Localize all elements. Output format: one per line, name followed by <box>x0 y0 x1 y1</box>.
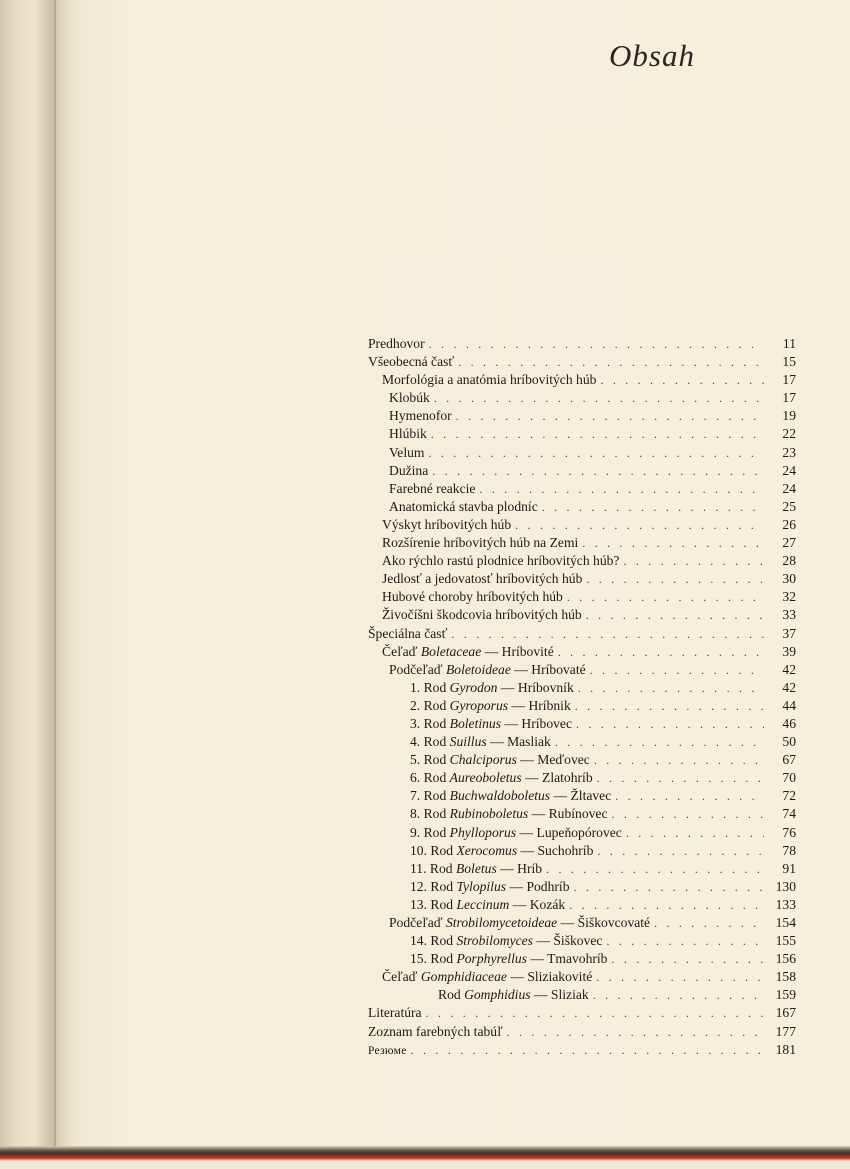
toc-entry <box>368 896 796 914</box>
toc-page-number: 158 <box>775 969 796 985</box>
toc-entry-label: Jedlosť a jedovatosť hríbovitých húb <box>382 571 583 587</box>
toc-page-number: 159 <box>775 987 796 1003</box>
toc-entry <box>368 715 796 733</box>
toc-entry <box>368 353 796 371</box>
toc-entry-prefix: Podčeľaď <box>389 915 446 930</box>
toc-entry-common-name: — Podhríb <box>506 878 570 894</box>
book-bottom-edge <box>0 1146 850 1169</box>
toc-entry-prefix: 6. Rod <box>410 770 450 786</box>
toc-entry-prefix: 4. Rod <box>410 734 450 750</box>
toc-entry-label: Ako rýchlo rastú plodnice hríbovitých húb? <box>382 553 620 569</box>
toc-entry-common-name: — Rubínovec <box>528 806 608 822</box>
toc-entry <box>368 1023 796 1041</box>
toc-entry <box>368 751 796 769</box>
toc-entry-latin-name: Gyroporus <box>449 697 509 713</box>
toc-entry <box>368 570 796 588</box>
toc-entry-label <box>410 842 593 860</box>
toc-entry-label: Dužina <box>389 462 429 478</box>
toc-entry <box>368 968 796 986</box>
toc-entry-label: Hlúbik <box>389 426 427 442</box>
toc-entry-latin-name: Tylopilus <box>456 878 507 894</box>
toc-page-number: 181 <box>775 1041 796 1057</box>
toc-entry-common-name: — Hríbnik <box>508 697 571 713</box>
toc-dot-leader <box>586 606 764 624</box>
toc-entry-common-name: — Meďovec <box>516 752 590 768</box>
toc-entry <box>368 824 796 842</box>
toc-entry-label <box>410 805 608 823</box>
toc-page-number: 91 <box>782 860 796 876</box>
toc-entry-common-name: — Hríbovité <box>481 643 554 659</box>
toc-entry <box>368 625 796 643</box>
toc-dot-leader <box>411 1041 764 1059</box>
toc-dot-leader <box>626 824 764 842</box>
toc-entry-prefix: Podčeľaď <box>389 661 446 677</box>
toc-entry-label: Literatúra <box>368 1005 422 1021</box>
toc-entry-label: Hubové choroby hríbovitých húb <box>382 589 563 605</box>
toc-entry-label: Živočíšni škodcovia hríbovitých húb <box>382 607 582 623</box>
toc-page-number: 133 <box>775 896 796 912</box>
toc-dot-leader <box>569 896 764 914</box>
toc-page-number: 44 <box>782 697 796 713</box>
toc-entry <box>368 679 796 697</box>
toc-page-number: 24 <box>782 480 796 496</box>
toc-page-number: 39 <box>782 643 796 659</box>
toc-entry-common-name: — Hríb <box>496 860 543 876</box>
toc-entry-common-name: — Lupeňopórovec <box>516 824 622 840</box>
toc-entry-common-name: — Sliziakovité <box>506 969 593 985</box>
toc-dot-leader <box>555 733 764 751</box>
toc-entry-label <box>389 914 650 932</box>
toc-dot-leader <box>596 968 764 986</box>
toc-entry-prefix: 13. Rod <box>410 896 457 912</box>
toc-page-number: 46 <box>782 715 796 731</box>
toc-dot-leader <box>558 643 764 661</box>
toc-entry-latin-name: Leccinum <box>456 896 510 912</box>
toc-entry <box>368 842 796 860</box>
toc-dot-leader <box>434 389 764 407</box>
toc-entry-label <box>438 986 589 1004</box>
toc-page-number: 167 <box>775 1005 796 1021</box>
toc-entry <box>368 534 796 552</box>
toc-entry <box>368 498 796 516</box>
toc-page-number: 67 <box>782 752 796 768</box>
toc-entry-latin-name: Suillus <box>449 734 487 750</box>
toc-entry-label <box>389 661 586 679</box>
table-of-contents <box>368 335 796 1059</box>
toc-dot-leader <box>542 498 764 516</box>
toc-entry-label <box>410 896 565 914</box>
toc-entry-prefix: 12. Rod <box>410 878 457 894</box>
toc-entry-label: Rozšírenie hríbovitých húb na Zemi <box>382 535 579 551</box>
toc-dot-leader <box>586 570 764 588</box>
toc-entry <box>368 1004 796 1022</box>
toc-dot-leader <box>582 534 764 552</box>
toc-entry <box>368 697 796 715</box>
toc-entry-label: Morfológia a anatómia hríbovitých húb <box>382 372 597 388</box>
toc-page-number: 177 <box>775 1023 796 1039</box>
toc-entry-label <box>410 932 602 950</box>
toc-entry-prefix: Čeľaď <box>382 969 421 985</box>
toc-entry <box>368 588 796 606</box>
toc-entry-prefix: 1. Rod <box>410 679 450 695</box>
toc-dot-leader <box>590 661 764 679</box>
toc-entry <box>368 787 796 805</box>
toc-page-number: 130 <box>775 878 796 894</box>
toc-dot-leader <box>594 751 764 769</box>
toc-entry-common-name: — Žltavec <box>550 788 612 804</box>
toc-entry-prefix: 5. Rod <box>410 752 450 768</box>
toc-dot-leader <box>456 407 764 425</box>
toc-page-number: 74 <box>782 806 796 822</box>
toc-entry-label <box>410 751 590 769</box>
toc-page-number: 30 <box>782 571 796 587</box>
toc-entry-latin-name: Gomphidius <box>464 987 531 1003</box>
toc-entry-label: Hymenofor <box>389 408 452 424</box>
toc-dot-leader <box>567 588 764 606</box>
toc-dot-leader <box>479 480 764 498</box>
toc-page-number: 27 <box>782 535 796 551</box>
toc-entry-label <box>410 950 607 968</box>
toc-page-number: 37 <box>782 625 796 641</box>
toc-page-number: 156 <box>775 951 796 967</box>
toc-entry-label: Klobúk <box>389 390 430 406</box>
toc-entry-label <box>382 968 592 986</box>
toc-dot-leader <box>451 625 764 643</box>
toc-entry-latin-name: Phylloporus <box>449 824 517 840</box>
toc-page-number: 76 <box>782 824 796 840</box>
toc-entry <box>368 389 796 407</box>
toc-dot-leader <box>606 932 764 950</box>
toc-dot-leader <box>611 950 764 968</box>
toc-page-number: 78 <box>782 842 796 858</box>
toc-page-number: 32 <box>782 589 796 605</box>
toc-dot-leader <box>574 878 764 896</box>
toc-entry-label: Výskyt hríbovitých húb <box>382 516 512 532</box>
toc-entry-prefix: 7. Rod <box>410 788 450 804</box>
toc-page-number: 17 <box>782 390 796 406</box>
toc-entry-common-name: — Masliak <box>486 734 551 750</box>
toc-page-number: 28 <box>782 553 796 569</box>
toc-entry <box>368 407 796 425</box>
toc-entry <box>368 914 796 932</box>
book-gutter <box>54 0 56 1169</box>
toc-dot-leader <box>654 914 764 932</box>
toc-entry-common-name: — Sliziak <box>530 987 589 1003</box>
toc-entry-label <box>410 878 570 896</box>
toc-entry <box>368 606 796 624</box>
toc-entry-latin-name: Aureoboletus <box>449 770 522 786</box>
toc-page-number: 155 <box>775 933 796 949</box>
toc-entry-latin-name: Gyrodon <box>449 679 498 695</box>
toc-dot-leader <box>612 805 765 823</box>
toc-entry-label: Резюме <box>368 1044 407 1057</box>
toc-entry-prefix: 9. Rod <box>410 824 450 840</box>
toc-entry <box>368 878 796 896</box>
toc-entry <box>368 552 796 570</box>
toc-page-number: 26 <box>782 516 796 532</box>
toc-entry-latin-name: Boletinus <box>449 715 502 731</box>
toc-dot-leader <box>615 787 764 805</box>
toc-entry-prefix: 15. Rod <box>410 951 457 967</box>
toc-dot-leader <box>515 516 764 534</box>
toc-page-number: 19 <box>782 408 796 424</box>
toc-entry-prefix: Čeľaď <box>382 643 421 659</box>
toc-page-number: 11 <box>782 336 796 351</box>
toc-page-number: 33 <box>782 607 796 623</box>
toc-entry-label <box>410 715 572 733</box>
toc-page-number: 15 <box>782 354 796 370</box>
toc-entry <box>368 371 796 389</box>
toc-entry-latin-name: Buchwaldoboletus <box>449 788 551 804</box>
toc-dot-leader <box>431 425 764 443</box>
toc-entry-latin-name: Rubinoboletus <box>449 806 529 822</box>
toc-entry-prefix: 2. Rod <box>410 697 450 713</box>
toc-dot-leader <box>429 444 765 462</box>
toc-page-number: 24 <box>782 462 796 478</box>
toc-page-number: 25 <box>782 498 796 514</box>
toc-page-number: 154 <box>775 915 796 930</box>
toc-page-number: 23 <box>782 444 796 460</box>
toc-entry-common-name: — Šiškovcovaté <box>557 915 651 930</box>
toc-entry-prefix: 10. Rod <box>410 842 457 858</box>
toc-entry-label: Farebné reakcie <box>389 480 476 496</box>
toc-entry-common-name: — Suchohríb <box>517 842 594 858</box>
toc-entry-latin-name: Gomphidiaceae <box>420 969 507 985</box>
toc-page-number: 70 <box>782 770 796 786</box>
toc-entry-common-name: — Tmavohríb <box>526 951 608 967</box>
toc-entry <box>368 480 796 498</box>
toc-entry-label <box>382 643 554 661</box>
toc-page-number: 42 <box>782 679 796 695</box>
toc-entry <box>368 986 796 1004</box>
toc-entry <box>368 733 796 751</box>
toc-entry-label: Anatomická stavba plodníc <box>389 498 538 514</box>
toc-dot-leader <box>507 1023 764 1041</box>
toc-entry-prefix: 3. Rod <box>410 715 450 731</box>
toc-entry-label: Zoznam farebných tabúľ <box>368 1023 503 1039</box>
toc-entry-common-name: — Hríbovaté <box>510 661 586 677</box>
toc-dot-leader <box>575 697 764 715</box>
toc-entry-latin-name: Strobilomyces <box>456 933 533 949</box>
toc-entry-common-name: — Hríbovník <box>497 679 574 695</box>
toc-entry-label: Všeobecná časť <box>368 354 455 370</box>
toc-page-number: 17 <box>782 372 796 388</box>
toc-entry-common-name: — Hríbovec <box>501 715 572 731</box>
toc-entry-latin-name: Xerocomus <box>456 842 518 858</box>
toc-entry-label: Velum <box>389 444 425 460</box>
toc-dot-leader <box>426 1004 764 1022</box>
toc-dot-leader <box>576 715 764 733</box>
toc-entry-latin-name: Chalciporus <box>449 752 517 768</box>
toc-entry-label <box>410 824 622 842</box>
toc-entry-latin-name: Boletus <box>455 860 497 876</box>
toc-entry <box>368 932 796 950</box>
toc-dot-leader <box>600 371 764 389</box>
toc-entry <box>368 444 796 462</box>
toc-entry-latin-name: Boletoideae <box>445 661 511 677</box>
toc-page-number: 72 <box>782 788 796 804</box>
toc-entry <box>368 805 796 823</box>
toc-entry <box>368 769 796 787</box>
toc-entry-common-name: — Zlatohríb <box>521 770 593 786</box>
toc-entry-label: Predhovor <box>368 336 425 351</box>
toc-page-number: 42 <box>782 661 796 677</box>
toc-entry-prefix: 11. Rod <box>410 860 456 876</box>
toc-entry-label <box>410 697 571 715</box>
toc-entry <box>368 516 796 534</box>
toc-entry <box>368 643 796 661</box>
toc-entry <box>368 661 796 679</box>
toc-entry-label <box>410 769 593 787</box>
toc-dot-leader <box>458 353 764 371</box>
toc-dot-leader <box>623 552 764 570</box>
toc-entry <box>368 1041 796 1059</box>
toc-dot-leader <box>597 842 764 860</box>
toc-entry-prefix: 8. Rod <box>410 806 450 822</box>
toc-entry-label <box>410 679 574 697</box>
toc-entry <box>368 950 796 968</box>
toc-dot-leader <box>578 679 764 697</box>
toc-entry-label: Špeciálna časť <box>368 625 448 641</box>
toc-entry-latin-name: Porphyrellus <box>456 951 527 967</box>
toc-dot-leader <box>597 769 764 787</box>
toc-entry-common-name: — Kozák <box>509 896 566 912</box>
toc-entry-label <box>410 787 611 805</box>
toc-entry-latin-name: Strobilomycetoideae <box>445 915 558 930</box>
toc-page-number: 50 <box>782 734 796 750</box>
page-title: Obsah <box>609 38 695 73</box>
toc-entry-latin-name: Boletaceae <box>420 643 482 659</box>
toc-entry-label <box>410 733 551 751</box>
toc-page-number: 22 <box>782 426 796 442</box>
toc-entry <box>368 335 796 353</box>
toc-entry <box>368 860 796 878</box>
toc-dot-leader <box>429 335 764 353</box>
toc-dot-leader <box>432 462 764 480</box>
toc-entry <box>368 462 796 480</box>
toc-entry-prefix: Rod <box>438 987 465 1003</box>
toc-entry <box>368 425 796 443</box>
toc-dot-leader <box>593 986 764 1004</box>
toc-dot-leader <box>546 860 764 878</box>
toc-entry-common-name: — Šiškovec <box>532 933 603 949</box>
toc-entry-prefix: 14. Rod <box>410 933 457 949</box>
toc-entry-label <box>410 860 542 878</box>
